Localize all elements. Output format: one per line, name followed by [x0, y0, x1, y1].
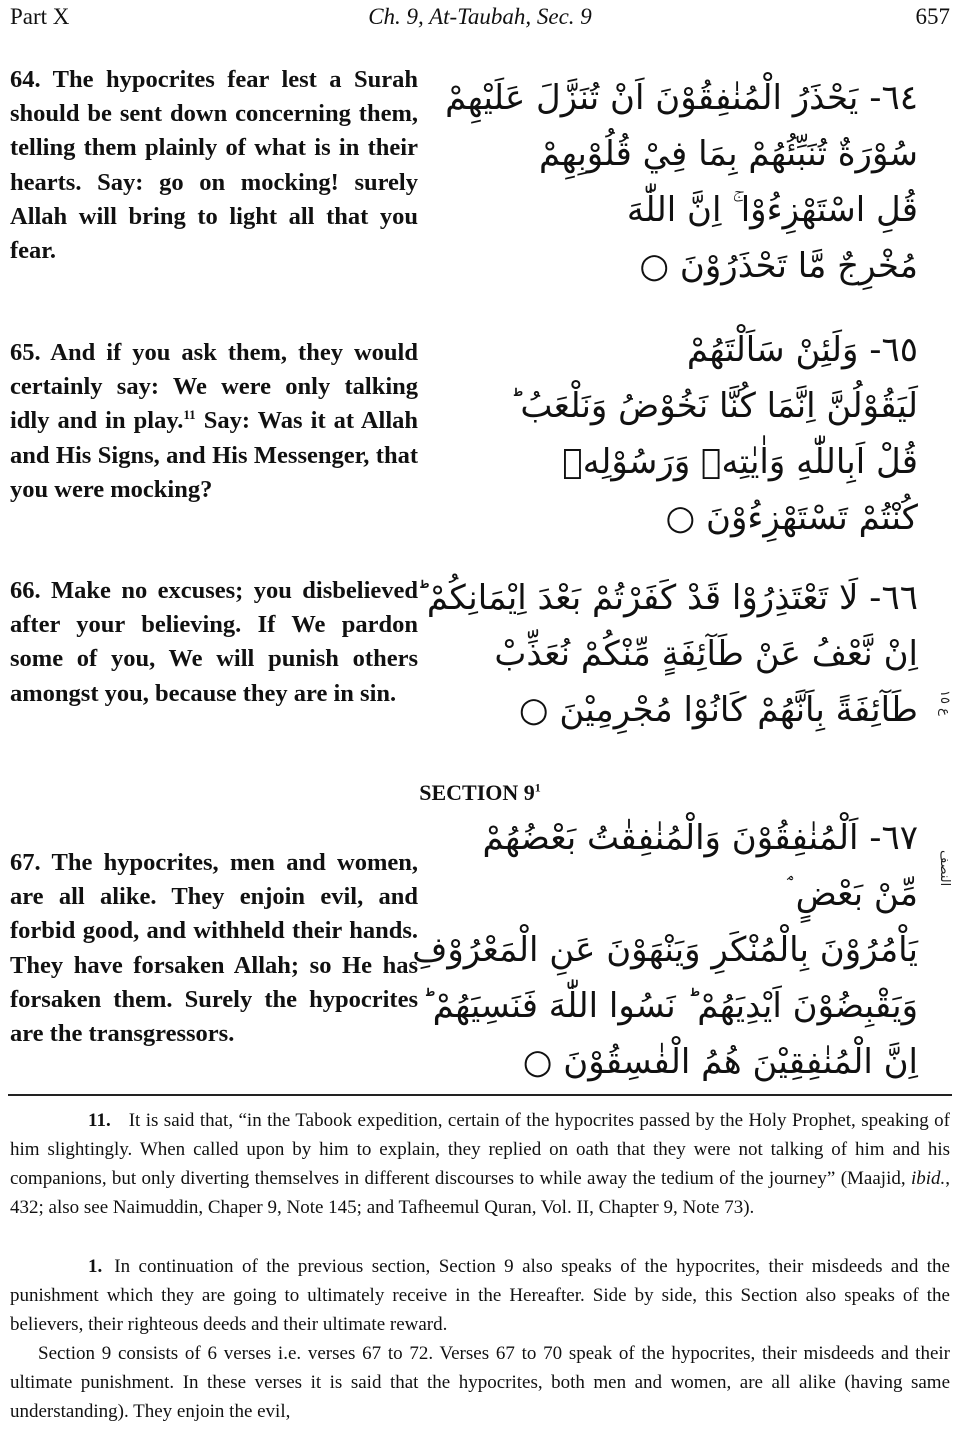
footnote-text: It is said that, “in the Tabook expedition, certain of the hypocrites passed by the Holy Prophet, speaking of him slightingly. When called upon by him to explain, they replied on oath that they were not talking of him and his companions, but only diverting themselves in different discourses to while away the tedium of the journey” (Maajid,: [10, 1110, 950, 1189]
arabic-line: ٦٧- اَلْمُنٰفِقُوْنَ وَالْمُنٰفِقٰتُ بَعْضُهُمْ: [482, 818, 918, 858]
section-heading: [0, 780, 960, 806]
verse-67-arabic: [412, 810, 918, 1090]
ruku-margin-mark: ع ١٥: [937, 690, 952, 716]
footnote-ref-11: 11: [183, 407, 196, 423]
verse-65-text-continued: Say: Was it at Allah and His Signs, and His Messenger, that you were mocking?: [10, 407, 418, 503]
verse-65-arabic: [440, 322, 918, 546]
verse-64-english: 64. The hypocrites fear lest a Surah should be sent down concerning them, telling them plainly of what is in their hearts. Say: go on mocking! surely Allah will bring to light all that you fear.: [10, 66, 418, 265]
arabic-line: ٦٦- لَا تَعْتَذِرُوْا قَدْ كَفَرْتُمْ بَعْدَ اِيْمَانِكُمْ ؕ: [416, 578, 918, 618]
page-number: 657: [915, 4, 950, 29]
footnote-1: [10, 1252, 950, 1426]
arabic-line: وَيَقْبِضُوْنَ اَيْدِيَهُمْ ؕ نَسُوا اللّٰهَ فَنَسِيَهُمْ ؕ: [421, 986, 918, 1026]
arabic-line: يَاْمُرُوْنَ بِالْمُنْكَرِ وَيَنْهَوْنَ عَنِ الْمَعْرُوْفِ: [412, 930, 918, 970]
footnote-paragraph-2: Section 9 consists of 6 verses i.e. verses 67 to 72. Verses 67 to 70 speak of the hypocrites, their misdeeds and their ultimate punishment. In these verses it is said that the hypocrites, both men and women, are all alike (having same understanding). They enjoin the evil,: [10, 1343, 950, 1422]
page-header: [10, 4, 950, 34]
footnote-ibid: ibid.: [910, 1168, 946, 1189]
verse-66-arabic: [416, 570, 918, 738]
verse-67-english: 67. The hypocrites, men and women, are all alike. They enjoin evil, and forbid good, and withheld their hands. They have forsaken Allah; so He has forsaken them. Surely the hypocrites are the transgressors.: [10, 849, 418, 1048]
footnote-text: In continuation of the previous section, Section 9 also speaks of the hypocrites, their misdeeds and the punishment which they are going to ultimately receive in the Hereafter. Side by side, this Section also speaks of the believers, their righteous deeds and their ultimate reward.: [10, 1256, 950, 1335]
footnote-number: 1.: [88, 1256, 103, 1277]
section-title: SECTION 9: [419, 780, 535, 805]
footnote-divider: [8, 1094, 952, 1096]
footnote-11: [10, 1106, 950, 1222]
arabic-line: قُلْ اَبِاللّٰهِ وَاٰيٰتِهٖ وَرَسُوْلِهٖ: [562, 442, 918, 482]
arabic-line: طَآئِفَةً بِاَنَّهُمْ كَانُوْا مُجْرِمِيْنَ ○: [518, 690, 918, 730]
footnote-text-continued: , 432; also see Naimuddin, Chaper 9, Note 145; and Tafheemul Quran, Vol. II, Chapter 9, Note 73).: [10, 1168, 950, 1218]
arabic-line: كُنْتُمْ تَسْتَهْزِءُوْنَ ○: [665, 498, 918, 538]
verse-65-text: 65. And if you ask them, they would certainly say: We were only talking idly and in play.: [10, 339, 418, 435]
arabic-line: اِنْ نَّعْفُ عَنْ طَآئِفَةٍ مِّنْكُمْ نُعَذِّبْ: [494, 634, 918, 674]
footnote-ref-1: 1: [534, 780, 541, 795]
arabic-line: سُوْرَةٌ تُنَبِّئُهُمْ بِمَا فِيْ قُلُوْبِهِمْ: [539, 134, 918, 174]
arabic-line: ٦٤- يَحْذَرُ الْمُنٰفِقُوْنَ اَنْ تُنَزَّلَ عَلَيْهِمْ: [445, 78, 918, 118]
arabic-line: قُلِ اسْتَهْزِءُوْا ۚ اِنَّ اللّٰهَ: [626, 190, 918, 230]
arabic-line: اِنَّ الْمُنٰفِقِيْنَ هُمُ الْفٰسِقُوْنَ ○: [522, 1042, 918, 1082]
verse-65-english: [10, 336, 418, 507]
verse-64-arabic: [440, 70, 918, 294]
hizb-margin-mark: النصف: [937, 850, 952, 887]
arabic-line: لَيَقُوْلُنَّ اِنَّمَا كُنَّا نَخُوْضُ وَنَلْعَبُ ؕ: [509, 386, 918, 426]
arabic-line: ٦٥- وَلَئِنْ سَاَلْتَهُمْ: [686, 330, 918, 370]
chapter-title: Ch. 9, At-Taubah, Sec. 9: [368, 4, 592, 29]
verse-66-english: 66. Make no excuses; you disbelieved after your believing. If We pardon some of you, We will punish others amongst you, because they are in sin.: [10, 577, 418, 707]
part-label: Part X: [10, 4, 70, 29]
arabic-line: مُخْرِجٌ مَّا تَحْذَرُوْنَ ○: [639, 246, 918, 286]
footnote-number: 11.: [88, 1110, 111, 1131]
arabic-line: مِّنْ بَعْضٍ ۘ: [787, 874, 918, 914]
